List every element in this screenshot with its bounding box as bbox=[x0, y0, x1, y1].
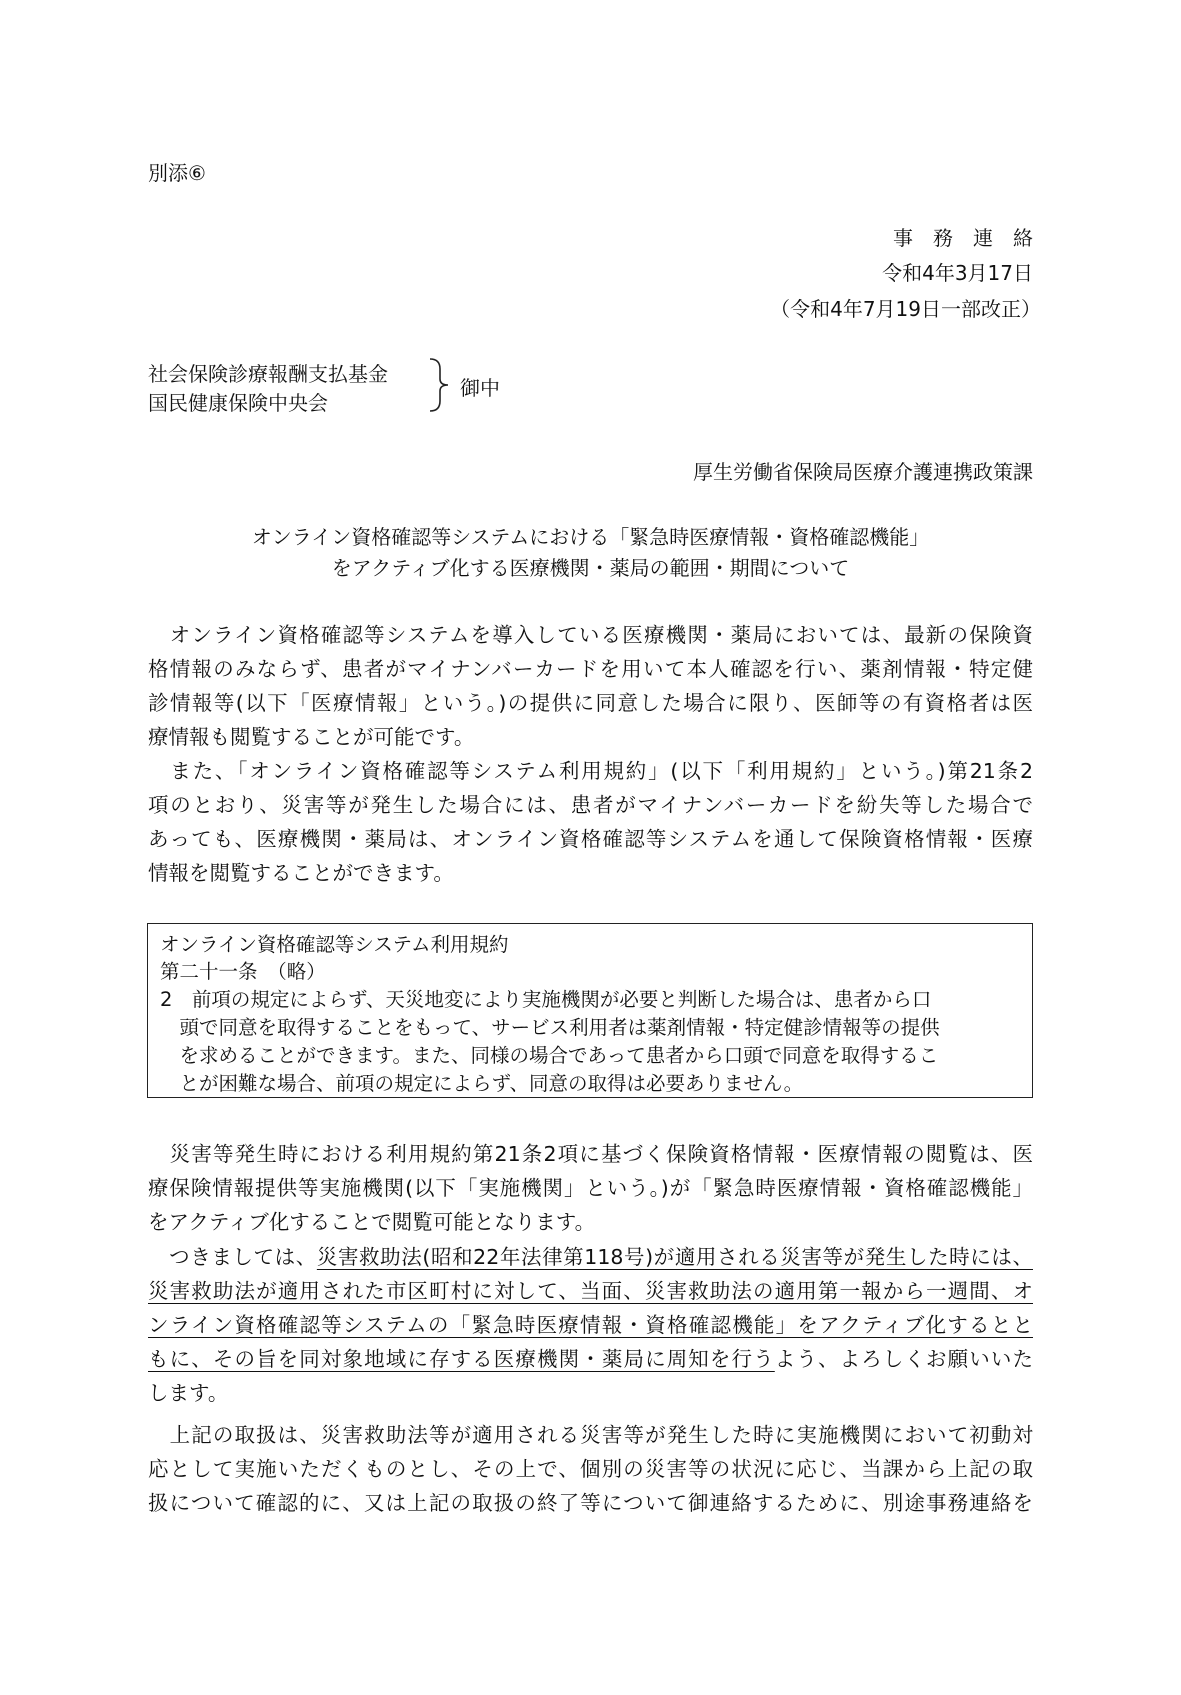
attachment-label: 別添⑥ bbox=[148, 161, 206, 185]
paragraph5-line-1: 上記の取扱は、災害救助法等が適用される災害等が発生した時に実施機関において初動対 bbox=[148, 1423, 1033, 1447]
sender: 厚生労働省保険局医療介護連携政策課 bbox=[693, 460, 1033, 484]
paragraph2-line-2: 項のとおり、災害等が発生した場合には、患者がマイナンバーカードを紛失等した場合で bbox=[148, 793, 1033, 817]
terms-box-line-3: を求めることができます。また、同様の場合であって患者から口頭で同意を取得するこ bbox=[160, 1044, 939, 1067]
paragraph4-line-1-prefix: つきましては、 bbox=[148, 1245, 317, 1269]
document-type: 事 務 連 絡 bbox=[893, 226, 1033, 250]
revision-note: （令和4年7月19日一部改正） bbox=[770, 297, 1041, 321]
title-line-2: をアクティブ化する医療機関・薬局の範囲・期間について bbox=[331, 556, 850, 580]
paragraph2-line-3: あっても、医療機関・薬局は、オンライン資格確認等システムを通して保険資格情報・医療 bbox=[148, 827, 1033, 851]
paragraph4-line-1-underlined: 災害救助法(昭和22年法律第118号)が適用される災害等が発生した時には、 bbox=[316, 1245, 1033, 1269]
recipient-honorific: 御中 bbox=[460, 376, 500, 400]
paragraph3-line-3: をアクティブ化することで閲覧可能となります。 bbox=[148, 1210, 596, 1234]
paragraph1-line-3: 診情報等(以下「医療情報」という。)の提供に同意した場合に限り、医師等の有資格者は医 bbox=[148, 691, 1033, 715]
paragraph4-line-3: ンライン資格確認等システムの「緊急時医療情報・資格確認機能」をアクティブ化するとと bbox=[148, 1313, 1033, 1337]
paragraph3-line-2: 療保険情報提供等実施機関(以下「実施機関」という。)が「緊急時医療情報・資格確認機能」 bbox=[148, 1176, 1033, 1200]
recipient-line-1: 社会保険診療報酬支払基金 bbox=[148, 362, 388, 386]
paragraph4-line-5: します。 bbox=[148, 1381, 229, 1405]
paragraph4-line-4 bbox=[148, 1342, 1033, 1372]
paragraph1-line-4: 療情報も閲覧することが可能です。 bbox=[148, 725, 475, 749]
title-line-1: オンライン資格確認等システムにおける「緊急時医療情報・資格確認機能」 bbox=[251, 525, 930, 549]
paragraph4-line-1 bbox=[148, 1240, 1033, 1270]
paragraph2-line-4: 情報を閲覧することができます。 bbox=[148, 861, 454, 885]
recipient-brace bbox=[428, 357, 454, 413]
paragraph5-line-3: 扱について確認的に、又は上記の取扱の終了等について御連絡するために、別途事務連絡を bbox=[148, 1491, 1033, 1515]
terms-box-title: オンライン資格確認等システム利用規約 bbox=[160, 933, 509, 956]
paragraph2-line-1: また、「オンライン資格確認等システム利用規約」(以下「利用規約」という。)第21条2 bbox=[148, 759, 1033, 783]
paragraph4-line-4-underlined: もに、その旨を同対象地域に存する医療機関・薬局に周知を行う bbox=[148, 1347, 775, 1371]
paragraph4-line-2: 災害救助法が適用された市区町村に対して、当面、災害救助法の適用第一報から一週間、オ bbox=[148, 1279, 1033, 1303]
paragraph1-line-2: 格情報のみならず、患者がマイナンバーカードを用いて本人確認を行い、薬剤情報・特定健 bbox=[148, 657, 1033, 681]
terms-quote-box bbox=[147, 923, 1033, 1098]
terms-box-article: 第二十一条 （略） bbox=[160, 960, 326, 983]
recipient-line-2: 国民健康保険中央会 bbox=[148, 391, 328, 415]
document-date: 令和4年3月17日 bbox=[882, 261, 1033, 285]
paragraph3-line-1: 災害等発生時における利用規約第21条2項に基づく保険資格情報・医療情報の閲覧は、医 bbox=[148, 1142, 1033, 1166]
terms-box-line-2: 頭で同意を取得することをもって、サービス利用者は薬剤情報・特定健診情報等の提供 bbox=[160, 1016, 940, 1039]
terms-box-line-1: 2 前項の規定によらず、天災地変により実施機関が必要と判断した場合は、患者から口 bbox=[160, 988, 932, 1011]
paragraph1-line-1: オンライン資格確認等システムを導入している医療機関・薬局においては、最新の保険資 bbox=[148, 623, 1033, 647]
terms-box-line-4: とが困難な場合、前項の規定によらず、同意の取得は必要ありません。 bbox=[160, 1072, 804, 1095]
paragraph5-line-2: 応として実施いただくものとし、その上で、個別の災害等の状況に応じ、当課から上記の取 bbox=[148, 1457, 1033, 1481]
paragraph4-line-4-suffix: よう、よろしくお願いいた bbox=[774, 1347, 1034, 1371]
